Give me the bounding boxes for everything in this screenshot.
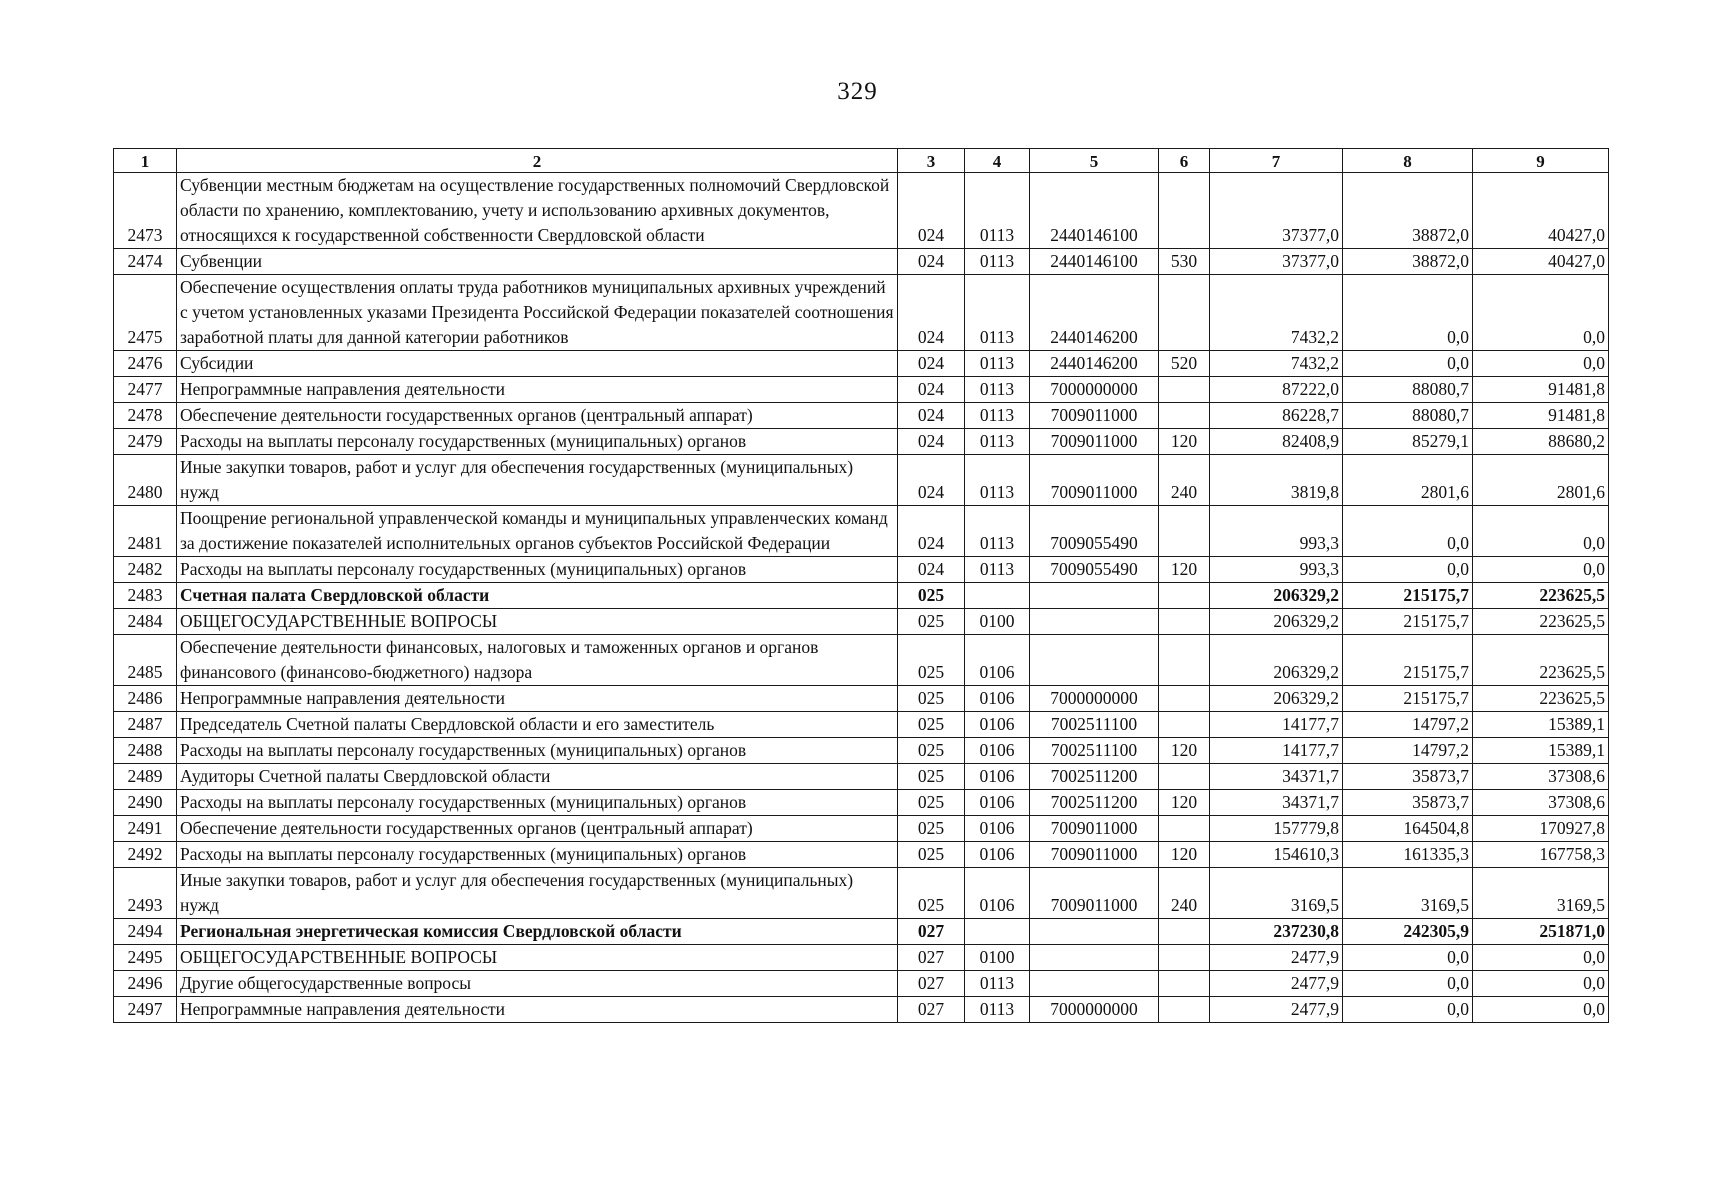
row-ministry-code: 027: [898, 971, 965, 997]
row-target-article-code: 7002511100: [1030, 738, 1159, 764]
row-number: 2495: [114, 945, 177, 971]
table-row: [114, 351, 1609, 377]
row-expense-type-code: [1159, 686, 1210, 712]
row-number: 2488: [114, 738, 177, 764]
row-target-article-code: [1030, 919, 1159, 945]
row-ministry-code: 025: [898, 790, 965, 816]
row-amount-col-8: 0,0: [1343, 945, 1473, 971]
budget-table: [113, 148, 1609, 1023]
row-amount-col-8: 242305,9: [1343, 919, 1473, 945]
row-description: Расходы на выплаты персоналу государственных (муниципальных) органов: [177, 557, 898, 583]
table-row: [114, 686, 1609, 712]
row-number: 2473: [114, 173, 177, 249]
row-amount-col-9: 0,0: [1473, 945, 1609, 971]
row-section-code: [965, 583, 1030, 609]
row-expense-type-code: [1159, 609, 1210, 635]
table-row: [114, 609, 1609, 635]
row-target-article-code: 7002511200: [1030, 790, 1159, 816]
row-description: Обеспечение деятельности государственных органов (центральный аппарат): [177, 816, 898, 842]
row-number: 2482: [114, 557, 177, 583]
table-row: [114, 764, 1609, 790]
row-target-article-code: 7009055490: [1030, 506, 1159, 557]
row-number: 2476: [114, 351, 177, 377]
table-row: [114, 868, 1609, 919]
row-section-code: 0106: [965, 635, 1030, 686]
row-amount-col-9: 223625,5: [1473, 686, 1609, 712]
row-target-article-code: 2440146200: [1030, 351, 1159, 377]
row-amount-col-7: 37377,0: [1210, 249, 1343, 275]
row-expense-type-code: [1159, 764, 1210, 790]
row-amount-col-7: 993,3: [1210, 506, 1343, 557]
table-row: [114, 249, 1609, 275]
row-section-code: 0113: [965, 455, 1030, 506]
row-expense-type-code: [1159, 816, 1210, 842]
row-ministry-code: 025: [898, 816, 965, 842]
table-row: [114, 842, 1609, 868]
row-amount-col-8: 85279,1: [1343, 429, 1473, 455]
row-description: Аудиторы Счетной палаты Свердловской области: [177, 764, 898, 790]
row-section-code: 0100: [965, 945, 1030, 971]
row-section-code: 0113: [965, 971, 1030, 997]
row-expense-type-code: [1159, 712, 1210, 738]
row-ministry-code: 025: [898, 738, 965, 764]
header-row: [114, 149, 1609, 173]
row-description: Обеспечение деятельности государственных органов (центральный аппарат): [177, 403, 898, 429]
row-section-code: 0106: [965, 816, 1030, 842]
row-description: Председатель Счетной палаты Свердловской области и его заместитель: [177, 712, 898, 738]
row-ministry-code: 025: [898, 712, 965, 738]
row-amount-col-8: 0,0: [1343, 997, 1473, 1023]
row-expense-type-code: [1159, 997, 1210, 1023]
row-amount-col-8: 215175,7: [1343, 635, 1473, 686]
row-number: 2480: [114, 455, 177, 506]
row-amount-col-8: 215175,7: [1343, 686, 1473, 712]
row-target-article-code: 2440146200: [1030, 275, 1159, 351]
row-amount-col-9: 88680,2: [1473, 429, 1609, 455]
row-amount-col-8: 0,0: [1343, 557, 1473, 583]
row-number: 2484: [114, 609, 177, 635]
row-number: 2481: [114, 506, 177, 557]
row-amount-col-9: 40427,0: [1473, 249, 1609, 275]
table-row: [114, 945, 1609, 971]
row-amount-col-7: 37377,0: [1210, 173, 1343, 249]
row-amount-col-9: 223625,5: [1473, 609, 1609, 635]
table-row: [114, 790, 1609, 816]
row-expense-type-code: 520: [1159, 351, 1210, 377]
row-description: Субсидии: [177, 351, 898, 377]
row-amount-col-8: 164504,8: [1343, 816, 1473, 842]
row-number: 2487: [114, 712, 177, 738]
table-row: [114, 403, 1609, 429]
row-expense-type-code: 120: [1159, 429, 1210, 455]
row-description: Расходы на выплаты персоналу государственных (муниципальных) органов: [177, 842, 898, 868]
row-amount-col-9: 0,0: [1473, 557, 1609, 583]
row-ministry-code: 025: [898, 686, 965, 712]
row-section-code: 0113: [965, 377, 1030, 403]
row-description: ОБЩЕГОСУДАРСТВЕННЫЕ ВОПРОСЫ: [177, 609, 898, 635]
row-section-code: 0113: [965, 351, 1030, 377]
table-row: [114, 557, 1609, 583]
table-row: [114, 173, 1609, 249]
row-number: 2493: [114, 868, 177, 919]
table-row: [114, 583, 1609, 609]
row-amount-col-7: 2477,9: [1210, 971, 1343, 997]
row-expense-type-code: [1159, 377, 1210, 403]
row-amount-col-7: 14177,7: [1210, 712, 1343, 738]
row-amount-col-9: 37308,6: [1473, 790, 1609, 816]
row-amount-col-7: 87222,0: [1210, 377, 1343, 403]
row-target-article-code: [1030, 583, 1159, 609]
row-section-code: 0106: [965, 868, 1030, 919]
row-amount-col-7: 157779,8: [1210, 816, 1343, 842]
row-amount-col-8: 35873,7: [1343, 790, 1473, 816]
row-amount-col-9: 0,0: [1473, 351, 1609, 377]
row-section-code: 0106: [965, 712, 1030, 738]
row-amount-col-8: 0,0: [1343, 506, 1473, 557]
row-number: 2490: [114, 790, 177, 816]
row-amount-col-8: 2801,6: [1343, 455, 1473, 506]
row-ministry-code: 024: [898, 275, 965, 351]
row-target-article-code: 7000000000: [1030, 997, 1159, 1023]
row-target-article-code: 7000000000: [1030, 377, 1159, 403]
row-ministry-code: 024: [898, 403, 965, 429]
row-amount-col-7: 7432,2: [1210, 275, 1343, 351]
row-ministry-code: 024: [898, 455, 965, 506]
header-col-2: 2: [177, 149, 898, 173]
row-number: 2489: [114, 764, 177, 790]
row-target-article-code: 7009055490: [1030, 557, 1159, 583]
row-ministry-code: 027: [898, 945, 965, 971]
row-amount-col-8: 35873,7: [1343, 764, 1473, 790]
row-amount-col-8: 38872,0: [1343, 173, 1473, 249]
row-ministry-code: 025: [898, 842, 965, 868]
row-description: Субвенции: [177, 249, 898, 275]
row-amount-col-8: 215175,7: [1343, 609, 1473, 635]
row-expense-type-code: [1159, 945, 1210, 971]
row-target-article-code: 7009011000: [1030, 429, 1159, 455]
row-target-article-code: 2440146100: [1030, 249, 1159, 275]
row-amount-col-9: 40427,0: [1473, 173, 1609, 249]
row-amount-col-8: 38872,0: [1343, 249, 1473, 275]
row-target-article-code: [1030, 609, 1159, 635]
header-col-1: 1: [114, 149, 177, 173]
row-ministry-code: 027: [898, 997, 965, 1023]
row-amount-col-7: 2477,9: [1210, 997, 1343, 1023]
row-ministry-code: 025: [898, 764, 965, 790]
row-ministry-code: 024: [898, 377, 965, 403]
row-description: Непрограммные направления деятельности: [177, 686, 898, 712]
table-row: [114, 971, 1609, 997]
row-target-article-code: 7009011000: [1030, 842, 1159, 868]
header-col-9: 9: [1473, 149, 1609, 173]
row-amount-col-9: 167758,3: [1473, 842, 1609, 868]
row-expense-type-code: [1159, 506, 1210, 557]
row-amount-col-9: 170927,8: [1473, 816, 1609, 842]
row-expense-type-code: 120: [1159, 790, 1210, 816]
row-amount-col-7: 86228,7: [1210, 403, 1343, 429]
row-amount-col-7: 14177,7: [1210, 738, 1343, 764]
row-amount-col-7: 2477,9: [1210, 945, 1343, 971]
table-row: [114, 635, 1609, 686]
row-amount-col-8: 88080,7: [1343, 403, 1473, 429]
row-amount-col-7: 7432,2: [1210, 351, 1343, 377]
row-amount-col-7: 34371,7: [1210, 764, 1343, 790]
row-amount-col-8: 14797,2: [1343, 712, 1473, 738]
row-amount-col-9: 223625,5: [1473, 583, 1609, 609]
row-number: 2477: [114, 377, 177, 403]
row-description: Обеспечение осуществления оплаты труда работников муниципальных архивных учреждений с учетом установленных указами Президента Российской Федерации показателей соотношения заработной платы для данной категории работников: [177, 275, 898, 351]
table-row: [114, 816, 1609, 842]
row-section-code: 0113: [965, 173, 1030, 249]
row-section-code: 0113: [965, 403, 1030, 429]
row-amount-col-7: 206329,2: [1210, 583, 1343, 609]
row-section-code: [965, 919, 1030, 945]
row-ministry-code: 024: [898, 557, 965, 583]
row-amount-col-7: 82408,9: [1210, 429, 1343, 455]
row-amount-col-9: 91481,8: [1473, 403, 1609, 429]
row-amount-col-8: 0,0: [1343, 275, 1473, 351]
row-section-code: 0106: [965, 842, 1030, 868]
row-section-code: 0113: [965, 557, 1030, 583]
table-row: [114, 506, 1609, 557]
row-description: Обеспечение деятельности финансовых, налоговых и таможенных органов и органов финансового (финансово-бюджетного) надзора: [177, 635, 898, 686]
row-description: Непрограммные направления деятельности: [177, 997, 898, 1023]
row-amount-col-8: 14797,2: [1343, 738, 1473, 764]
row-amount-col-8: 161335,3: [1343, 842, 1473, 868]
row-expense-type-code: [1159, 635, 1210, 686]
row-amount-col-8: 0,0: [1343, 971, 1473, 997]
row-expense-type-code: 120: [1159, 557, 1210, 583]
row-section-code: 0113: [965, 275, 1030, 351]
header-col-3: 3: [898, 149, 965, 173]
row-amount-col-8: 215175,7: [1343, 583, 1473, 609]
row-description: Поощрение региональной управленческой команды и муниципальных управленческих команд за достижение показателей исполнительных органов субъектов Российской Федерации: [177, 506, 898, 557]
row-description: Региональная энергетическая комиссия Свердловской области: [177, 919, 898, 945]
row-amount-col-7: 206329,2: [1210, 635, 1343, 686]
row-number: 2485: [114, 635, 177, 686]
row-amount-col-7: 206329,2: [1210, 686, 1343, 712]
row-ministry-code: 025: [898, 635, 965, 686]
row-target-article-code: [1030, 945, 1159, 971]
row-description: Расходы на выплаты персоналу государственных (муниципальных) органов: [177, 429, 898, 455]
row-expense-type-code: 120: [1159, 738, 1210, 764]
row-amount-col-7: 993,3: [1210, 557, 1343, 583]
row-section-code: 0100: [965, 609, 1030, 635]
row-target-article-code: 7009011000: [1030, 455, 1159, 506]
row-description: Расходы на выплаты персоналу государственных (муниципальных) органов: [177, 790, 898, 816]
row-expense-type-code: 530: [1159, 249, 1210, 275]
row-description: Счетная палата Свердловской области: [177, 583, 898, 609]
row-number: 2491: [114, 816, 177, 842]
row-amount-col-9: 15389,1: [1473, 738, 1609, 764]
row-description: ОБЩЕГОСУДАРСТВЕННЫЕ ВОПРОСЫ: [177, 945, 898, 971]
row-description: Иные закупки товаров, работ и услуг для обеспечения государственных (муниципальных) нужд: [177, 868, 898, 919]
row-target-article-code: 7002511100: [1030, 712, 1159, 738]
row-target-article-code: 2440146100: [1030, 173, 1159, 249]
row-number: 2474: [114, 249, 177, 275]
row-number: 2494: [114, 919, 177, 945]
row-target-article-code: 7009011000: [1030, 816, 1159, 842]
row-description: Иные закупки товаров, работ и услуг для обеспечения государственных (муниципальных) нужд: [177, 455, 898, 506]
row-target-article-code: [1030, 971, 1159, 997]
row-description: Непрограммные направления деятельности: [177, 377, 898, 403]
row-amount-col-9: 223625,5: [1473, 635, 1609, 686]
row-amount-col-9: 15389,1: [1473, 712, 1609, 738]
row-amount-col-8: 0,0: [1343, 351, 1473, 377]
row-amount-col-7: 237230,8: [1210, 919, 1343, 945]
row-expense-type-code: [1159, 275, 1210, 351]
row-amount-col-7: 3819,8: [1210, 455, 1343, 506]
table-body: [114, 173, 1609, 1023]
row-expense-type-code: 240: [1159, 868, 1210, 919]
table-row: [114, 455, 1609, 506]
row-amount-col-7: 154610,3: [1210, 842, 1343, 868]
row-expense-type-code: [1159, 173, 1210, 249]
row-amount-col-9: 3169,5: [1473, 868, 1609, 919]
row-section-code: 0106: [965, 764, 1030, 790]
row-amount-col-9: 251871,0: [1473, 919, 1609, 945]
row-target-article-code: 7009011000: [1030, 403, 1159, 429]
table-row: [114, 919, 1609, 945]
row-number: 2479: [114, 429, 177, 455]
row-description: Расходы на выплаты персоналу государственных (муниципальных) органов: [177, 738, 898, 764]
row-amount-col-9: 0,0: [1473, 275, 1609, 351]
row-number: 2492: [114, 842, 177, 868]
row-section-code: 0113: [965, 429, 1030, 455]
table-row: [114, 429, 1609, 455]
header-col-6: 6: [1159, 149, 1210, 173]
row-number: 2496: [114, 971, 177, 997]
row-expense-type-code: [1159, 583, 1210, 609]
row-ministry-code: 024: [898, 506, 965, 557]
row-amount-col-9: 0,0: [1473, 971, 1609, 997]
row-amount-col-7: 206329,2: [1210, 609, 1343, 635]
table-row: [114, 275, 1609, 351]
row-amount-col-8: 3169,5: [1343, 868, 1473, 919]
row-section-code: 0106: [965, 790, 1030, 816]
row-amount-col-9: 91481,8: [1473, 377, 1609, 403]
row-amount-col-9: 2801,6: [1473, 455, 1609, 506]
row-amount-col-9: 0,0: [1473, 506, 1609, 557]
row-target-article-code: 7009011000: [1030, 868, 1159, 919]
row-description: Другие общегосударственные вопросы: [177, 971, 898, 997]
row-section-code: 0113: [965, 249, 1030, 275]
row-section-code: 0106: [965, 738, 1030, 764]
row-ministry-code: 025: [898, 583, 965, 609]
row-number: 2478: [114, 403, 177, 429]
row-amount-col-9: 0,0: [1473, 997, 1609, 1023]
header-col-4: 4: [965, 149, 1030, 173]
row-amount-col-9: 37308,6: [1473, 764, 1609, 790]
row-section-code: 0113: [965, 506, 1030, 557]
row-number: 2475: [114, 275, 177, 351]
row-target-article-code: 7002511200: [1030, 764, 1159, 790]
table-row: [114, 738, 1609, 764]
row-amount-col-7: 34371,7: [1210, 790, 1343, 816]
row-expense-type-code: [1159, 403, 1210, 429]
row-number: 2483: [114, 583, 177, 609]
table-row: [114, 712, 1609, 738]
row-ministry-code: 024: [898, 249, 965, 275]
table-row: [114, 997, 1609, 1023]
table-row: [114, 377, 1609, 403]
row-ministry-code: 025: [898, 868, 965, 919]
row-target-article-code: [1030, 635, 1159, 686]
row-ministry-code: 027: [898, 919, 965, 945]
row-expense-type-code: [1159, 971, 1210, 997]
header-col-7: 7: [1210, 149, 1343, 173]
row-expense-type-code: 120: [1159, 842, 1210, 868]
row-description: Субвенции местным бюджетам на осуществление государственных полномочий Свердловской области по хранению, комплектованию, учету и использованию архивных документов, относящихся к государственной собственности Свердловской области: [177, 173, 898, 249]
header-col-5: 5: [1030, 149, 1159, 173]
row-target-article-code: 7000000000: [1030, 686, 1159, 712]
row-section-code: 0113: [965, 997, 1030, 1023]
row-number: 2486: [114, 686, 177, 712]
row-section-code: 0106: [965, 686, 1030, 712]
row-expense-type-code: 240: [1159, 455, 1210, 506]
row-number: 2497: [114, 997, 177, 1023]
row-ministry-code: 024: [898, 173, 965, 249]
header-col-8: 8: [1343, 149, 1473, 173]
page-number: 329: [837, 78, 878, 105]
row-ministry-code: 024: [898, 429, 965, 455]
row-ministry-code: 024: [898, 351, 965, 377]
row-expense-type-code: [1159, 919, 1210, 945]
row-ministry-code: 025: [898, 609, 965, 635]
row-amount-col-8: 88080,7: [1343, 377, 1473, 403]
row-amount-col-7: 3169,5: [1210, 868, 1343, 919]
